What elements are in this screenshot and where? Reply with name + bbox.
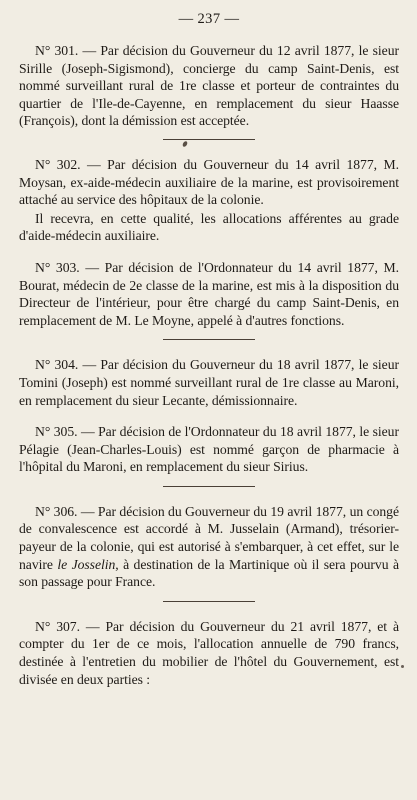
- entry-307: [19, 618, 399, 688]
- entry-306: [19, 503, 399, 591]
- entry-text: , à destination de la Martinique où il sera pourvu à son passage pour France.: [19, 556, 399, 590]
- separator-rule: [163, 601, 255, 602]
- entry-paragraph: N° 305. — Par décision de l'Ordonnateur du 18 avril 1877, le sieur Pélagie (Jean-Charles-Louis) est nommé garçon de pharmacie à l'hôpital du Maroni, en remplacement du sieur Sirius.: [19, 424, 399, 475]
- entry-303: [19, 259, 399, 329]
- spacer: [19, 245, 399, 259]
- separator-rule: [163, 486, 255, 487]
- page-number: — 237 —: [178, 11, 240, 27]
- entry-paragraph: N° 302. — Par décision du Gouverneur du 14 avril 1877, M. Moysan, ex-aide-médecin auxiliaire de la marine, est provisoirement attaché au service des hôpitaux de la colonie.: [19, 156, 399, 208]
- entry-paragraph: N° 307. — Par décision du Gouverneur du 21 avril 1877, et à compter du 1er de ce mois, l'allocation annuelle de 790 francs, destinée à l'entretien du mobilier de l'hôtel du Gouvernement, est divisée en deux parties :: [19, 618, 399, 687]
- entry-paragraph: N° 303. — Par décision de l'Ordonnateur du 14 avril 1877, M. Bourat, médecin de 2e classe de la marine, est mis à la disposition du Directeur de l'intérieur, pour être chargé du camp Saint-Denis, en remplacement de M. Le Moyne, appelé à d'autres fonctions.: [19, 259, 399, 328]
- entry-paragraph: N° 304. — Par décision du Gouverneur du 18 avril 1877, le sieur Tomini (Joseph) est nommé surveillant rural de 1re classe au Maroni, en remplacement du sieur Lecante, démissionnaire.: [19, 357, 399, 408]
- ship-name: le Josselin: [57, 556, 116, 572]
- entry-302: [19, 156, 399, 245]
- entry-paragraph: [19, 503, 399, 591]
- entry-301: [19, 42, 399, 130]
- separator-rule: [163, 139, 255, 140]
- entry-paragraph: Il recevra, en cette qualité, les allocations afférentes au grade d'aide-médecin auxiliaire.: [19, 210, 399, 244]
- entry-304: [19, 356, 399, 409]
- ink-speck: [182, 140, 188, 147]
- ink-speck: [401, 665, 404, 668]
- spacer: [19, 409, 399, 423]
- separator-rule: [163, 339, 255, 340]
- entry-305: [19, 423, 399, 476]
- entry-paragraph: N° 301. — Par décision du Gouverneur du 12 avril 1877, le sieur Sirille (Joseph-Sigismond), concierge du camp Saint-Denis, est nommé surveillant rural de 1re classe et porteur de contraintes du quartier de l'Ile-de-Cayenne, en remplacement du sieur Haasse (François), dont la démission est acceptée.: [19, 43, 399, 129]
- entry-text: N° 306. — Par décision du Gouverneur du 19 avril 1877, un congé de convalescence est accordé à M. Jusselain (Armand), trésorier-payeur de la colonie, qui est autorisé à s'embarquer, à cet effet, sur le navire: [19, 503, 399, 572]
